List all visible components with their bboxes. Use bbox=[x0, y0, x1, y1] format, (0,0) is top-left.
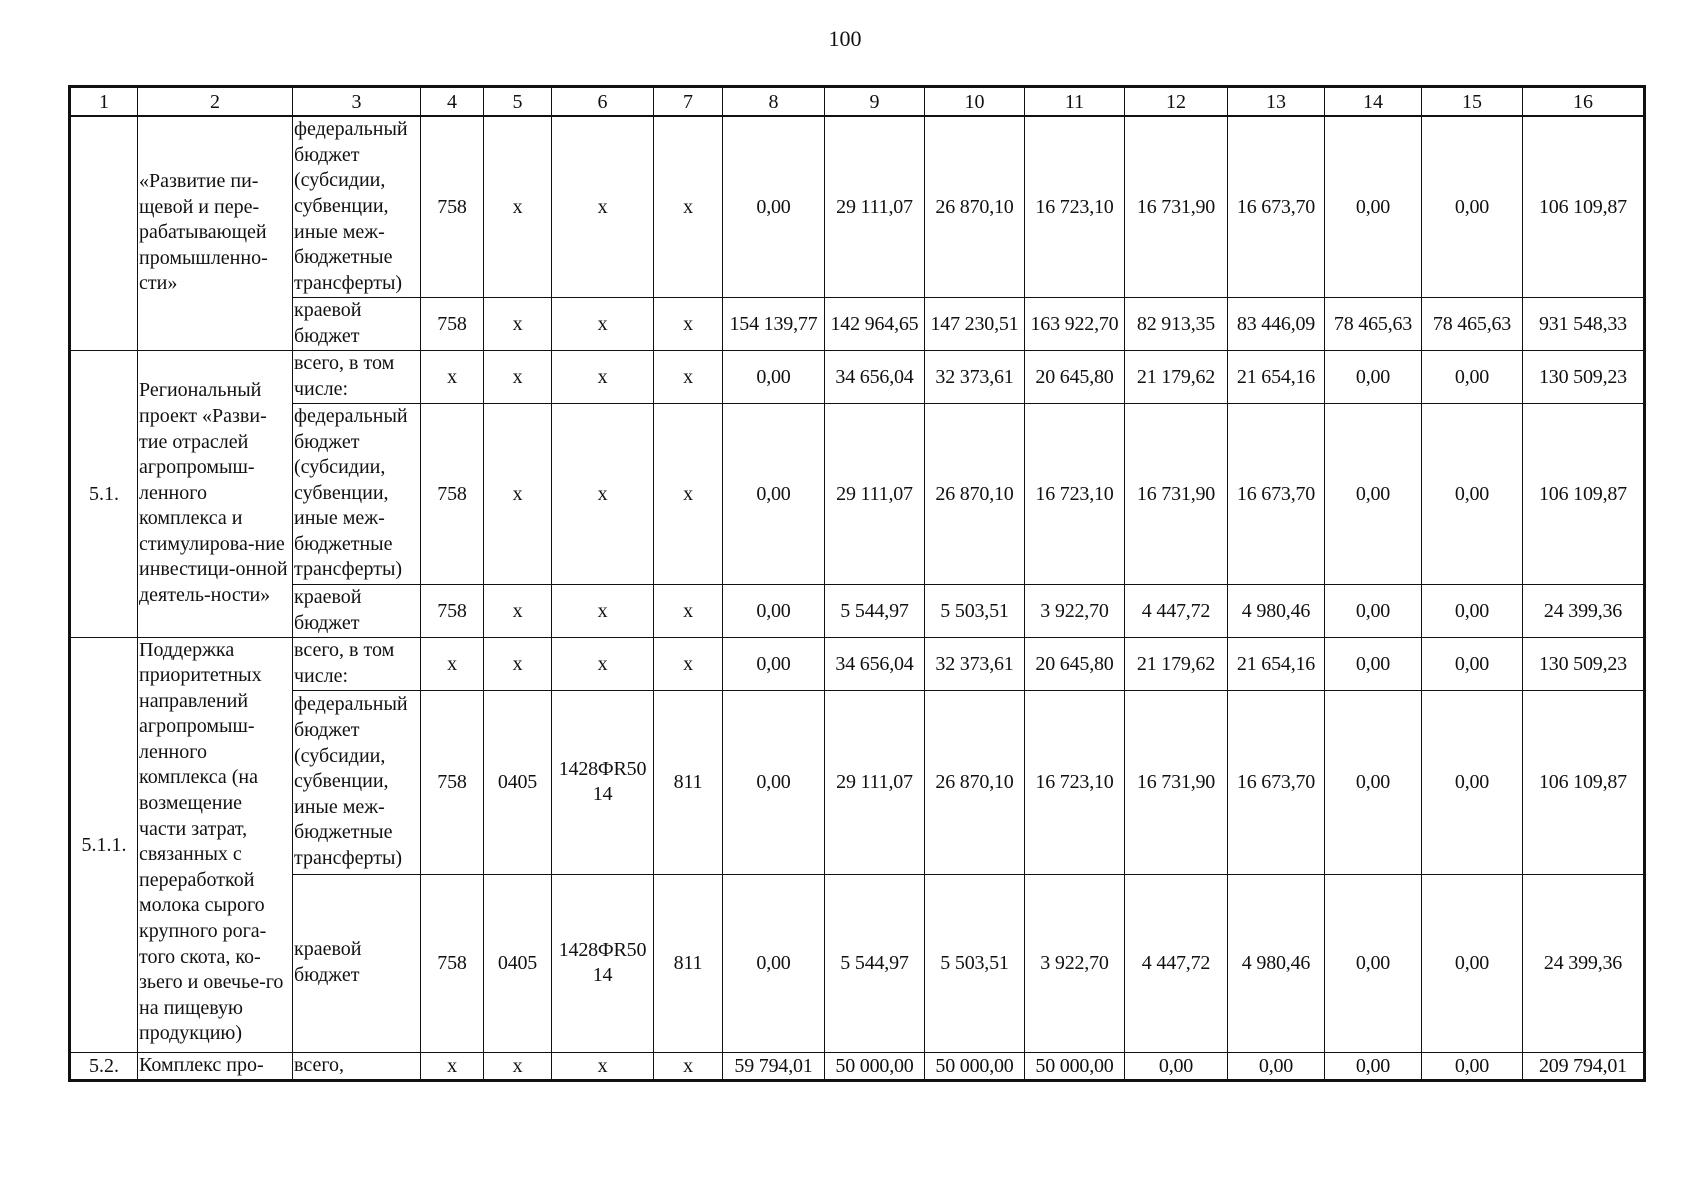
cell-col9: 34 656,04 bbox=[825, 637, 925, 690]
cell-col12: 82 913,35 bbox=[1125, 297, 1228, 350]
cell-col11: 163 922,70 bbox=[1025, 297, 1125, 350]
cell-col5: x bbox=[484, 403, 552, 584]
cell-col6: x bbox=[552, 637, 654, 690]
column-header: 5 bbox=[484, 87, 552, 117]
cell-col13: 16 673,70 bbox=[1228, 116, 1325, 297]
table-row bbox=[70, 297, 1645, 350]
cell-col12: 21 179,62 bbox=[1125, 350, 1228, 403]
column-header: 6 bbox=[552, 87, 654, 117]
column-header: 7 bbox=[654, 87, 723, 117]
funding-source-cell: федеральный бюджет (субсидии, субвенции, иные меж-бюджетные трансферты) bbox=[293, 690, 421, 874]
cell-col14: 0,00 bbox=[1325, 584, 1422, 637]
cell-col8: 154 139,77 bbox=[723, 297, 825, 350]
cell-col9: 29 111,07 bbox=[825, 116, 925, 297]
budget-table bbox=[68, 85, 1646, 1082]
cell-col11: 50 000,00 bbox=[1025, 1052, 1125, 1080]
cell-col6: x bbox=[552, 350, 654, 403]
table-row bbox=[70, 116, 1645, 297]
item-name-cell: «Развитие пи- щевой и пере- рабатывающей промышленно- сти» bbox=[138, 116, 293, 350]
cell-col7: x bbox=[654, 637, 723, 690]
cell-col6: x bbox=[552, 584, 654, 637]
column-header: 9 bbox=[825, 87, 925, 117]
column-header: 11 bbox=[1025, 87, 1125, 117]
row-number-cell: 5.1. bbox=[70, 350, 138, 637]
cell-col7: x bbox=[654, 116, 723, 297]
cell-col8: 0,00 bbox=[723, 350, 825, 403]
cell-col13: 21 654,16 bbox=[1228, 350, 1325, 403]
cell-col12: 4 447,72 bbox=[1125, 874, 1228, 1052]
funding-source-cell: всего, bbox=[293, 1052, 421, 1080]
cell-col12: 16 731,90 bbox=[1125, 690, 1228, 874]
cell-col12: 16 731,90 bbox=[1125, 116, 1228, 297]
cell-col5: x bbox=[484, 297, 552, 350]
column-header: 3 bbox=[293, 87, 421, 117]
item-name-cell: Комплекс про- bbox=[138, 1052, 293, 1080]
cell-col6: x bbox=[552, 1052, 654, 1080]
cell-col14: 0,00 bbox=[1325, 1052, 1422, 1080]
cell-col10: 32 373,61 bbox=[925, 637, 1025, 690]
cell-col8: 0,00 bbox=[723, 690, 825, 874]
table-row bbox=[70, 403, 1645, 584]
cell-col4: 758 bbox=[421, 584, 484, 637]
cell-col5: 0405 bbox=[484, 690, 552, 874]
cell-col16: 931 548,33 bbox=[1523, 297, 1645, 350]
cell-col13: 4 980,46 bbox=[1228, 874, 1325, 1052]
table-row bbox=[70, 350, 1645, 403]
cell-col13: 83 446,09 bbox=[1228, 297, 1325, 350]
cell-col5: x bbox=[484, 584, 552, 637]
table-row bbox=[70, 690, 1645, 874]
cell-col15: 0,00 bbox=[1422, 637, 1523, 690]
cell-col9: 34 656,04 bbox=[825, 350, 925, 403]
cell-col4: 758 bbox=[421, 690, 484, 874]
cell-col16: 209 794,01 bbox=[1523, 1052, 1645, 1080]
cell-col13: 21 654,16 bbox=[1228, 637, 1325, 690]
cell-col8: 0,00 bbox=[723, 116, 825, 297]
column-header: 12 bbox=[1125, 87, 1228, 117]
cell-col15: 0,00 bbox=[1422, 1052, 1523, 1080]
funding-source-cell: краевой бюджет bbox=[293, 584, 421, 637]
cell-col14: 0,00 bbox=[1325, 637, 1422, 690]
funding-source-cell: федеральный бюджет (субсидии, субвенции, иные меж-бюджетные трансферты) bbox=[293, 116, 421, 297]
cell-col11: 16 723,10 bbox=[1025, 403, 1125, 584]
cell-col10: 26 870,10 bbox=[925, 690, 1025, 874]
cell-col16: 106 109,87 bbox=[1523, 116, 1645, 297]
row-number-cell: 5.2. bbox=[70, 1052, 138, 1080]
cell-col14: 78 465,63 bbox=[1325, 297, 1422, 350]
column-header: 16 bbox=[1523, 87, 1645, 117]
cell-col11: 16 723,10 bbox=[1025, 116, 1125, 297]
cell-col9: 29 111,07 bbox=[825, 690, 925, 874]
cell-col14: 0,00 bbox=[1325, 403, 1422, 584]
row-number-cell bbox=[70, 116, 138, 350]
row-number-cell: 5.1.1. bbox=[70, 637, 138, 1052]
cell-col4: 758 bbox=[421, 116, 484, 297]
cell-col6: 1428ФR50 14 bbox=[552, 874, 654, 1052]
cell-col7: x bbox=[654, 350, 723, 403]
cell-col4: 758 bbox=[421, 874, 484, 1052]
cell-col14: 0,00 bbox=[1325, 874, 1422, 1052]
cell-col7: 811 bbox=[654, 690, 723, 874]
cell-col5: x bbox=[484, 637, 552, 690]
cell-col11: 20 645,80 bbox=[1025, 350, 1125, 403]
cell-col4: 758 bbox=[421, 403, 484, 584]
cell-col15: 78 465,63 bbox=[1422, 297, 1523, 350]
cell-col11: 3 922,70 bbox=[1025, 874, 1125, 1052]
cell-col16: 24 399,36 bbox=[1523, 584, 1645, 637]
cell-col12: 0,00 bbox=[1125, 1052, 1228, 1080]
cell-col4: x bbox=[421, 637, 484, 690]
cell-col16: 106 109,87 bbox=[1523, 690, 1645, 874]
cell-col14: 0,00 bbox=[1325, 350, 1422, 403]
cell-col10: 147 230,51 bbox=[925, 297, 1025, 350]
cell-col15: 0,00 bbox=[1422, 116, 1523, 297]
cell-col6: x bbox=[552, 403, 654, 584]
cell-col15: 0,00 bbox=[1422, 403, 1523, 584]
cell-col10: 26 870,10 bbox=[925, 403, 1025, 584]
funding-source-cell: федеральный бюджет (субсидии, субвенции, иные меж-бюджетные трансферты) bbox=[293, 403, 421, 584]
funding-source-cell: краевой бюджет bbox=[293, 297, 421, 350]
cell-col5: 0405 bbox=[484, 874, 552, 1052]
funding-source-cell: всего, в том числе: bbox=[293, 350, 421, 403]
column-header: 14 bbox=[1325, 87, 1422, 117]
cell-col10: 26 870,10 bbox=[925, 116, 1025, 297]
column-header: 13 bbox=[1228, 87, 1325, 117]
cell-col7: x bbox=[654, 403, 723, 584]
item-name-cell: Поддержка приоритетных направлений агропромыш-ленного комплекса (на возмещение части затрат, связанных с переработкой молока сырого крупного рога-того скота, ко-зьего и овечье-го на пищевую продукцию) bbox=[138, 637, 293, 1052]
cell-col14: 0,00 bbox=[1325, 690, 1422, 874]
cell-col4: x bbox=[421, 1052, 484, 1080]
cell-col8: 59 794,01 bbox=[723, 1052, 825, 1080]
column-header: 2 bbox=[138, 87, 293, 117]
cell-col6: x bbox=[552, 116, 654, 297]
cell-col10: 32 373,61 bbox=[925, 350, 1025, 403]
cell-col15: 0,00 bbox=[1422, 584, 1523, 637]
cell-col12: 16 731,90 bbox=[1125, 403, 1228, 584]
cell-col14: 0,00 bbox=[1325, 116, 1422, 297]
cell-col16: 106 109,87 bbox=[1523, 403, 1645, 584]
cell-col16: 24 399,36 bbox=[1523, 874, 1645, 1052]
cell-col8: 0,00 bbox=[723, 403, 825, 584]
header-row bbox=[70, 87, 1645, 117]
column-header: 1 bbox=[70, 87, 138, 117]
column-header: 15 bbox=[1422, 87, 1523, 117]
cell-col5: x bbox=[484, 350, 552, 403]
cell-col9: 5 544,97 bbox=[825, 874, 925, 1052]
cell-col8: 0,00 bbox=[723, 637, 825, 690]
cell-col9: 5 544,97 bbox=[825, 584, 925, 637]
cell-col11: 3 922,70 bbox=[1025, 584, 1125, 637]
funding-source-cell: краевой бюджет bbox=[293, 874, 421, 1052]
column-header: 8 bbox=[723, 87, 825, 117]
cell-col10: 5 503,51 bbox=[925, 874, 1025, 1052]
cell-col5: x bbox=[484, 116, 552, 297]
cell-col15: 0,00 bbox=[1422, 690, 1523, 874]
cell-col15: 0,00 bbox=[1422, 874, 1523, 1052]
cell-col5: x bbox=[484, 1052, 552, 1080]
cell-col6: x bbox=[552, 297, 654, 350]
cell-col6: 1428ФR50 14 bbox=[552, 690, 654, 874]
table-row bbox=[70, 1052, 1645, 1080]
cell-col13: 16 673,70 bbox=[1228, 403, 1325, 584]
table-row bbox=[70, 874, 1645, 1052]
cell-col10: 50 000,00 bbox=[925, 1052, 1025, 1080]
funding-source-cell: всего, в том числе: bbox=[293, 637, 421, 690]
cell-col16: 130 509,23 bbox=[1523, 350, 1645, 403]
cell-col13: 16 673,70 bbox=[1228, 690, 1325, 874]
cell-col15: 0,00 bbox=[1422, 350, 1523, 403]
column-header: 10 bbox=[925, 87, 1025, 117]
cell-col13: 0,00 bbox=[1228, 1052, 1325, 1080]
cell-col7: 811 bbox=[654, 874, 723, 1052]
cell-col7: x bbox=[654, 1052, 723, 1080]
cell-col13: 4 980,46 bbox=[1228, 584, 1325, 637]
cell-col16: 130 509,23 bbox=[1523, 637, 1645, 690]
cell-col12: 4 447,72 bbox=[1125, 584, 1228, 637]
cell-col9: 50 000,00 bbox=[825, 1052, 925, 1080]
item-name-cell: Региональный проект «Разви-тие отраслей агропромыш-ленного комплекса и стимулирова-ние инвестици-онной деятель-ности» bbox=[138, 350, 293, 637]
cell-col7: x bbox=[654, 584, 723, 637]
cell-col7: x bbox=[654, 297, 723, 350]
page-number: 100 bbox=[828, 26, 862, 51]
cell-col12: 21 179,62 bbox=[1125, 637, 1228, 690]
cell-col4: 758 bbox=[421, 297, 484, 350]
cell-col9: 142 964,65 bbox=[825, 297, 925, 350]
table-row bbox=[70, 637, 1645, 690]
cell-col8: 0,00 bbox=[723, 874, 825, 1052]
cell-col4: x bbox=[421, 350, 484, 403]
cell-col11: 16 723,10 bbox=[1025, 690, 1125, 874]
cell-col9: 29 111,07 bbox=[825, 403, 925, 584]
column-header: 4 bbox=[421, 87, 484, 117]
cell-col11: 20 645,80 bbox=[1025, 637, 1125, 690]
cell-col10: 5 503,51 bbox=[925, 584, 1025, 637]
cell-col8: 0,00 bbox=[723, 584, 825, 637]
table-row bbox=[70, 584, 1645, 637]
